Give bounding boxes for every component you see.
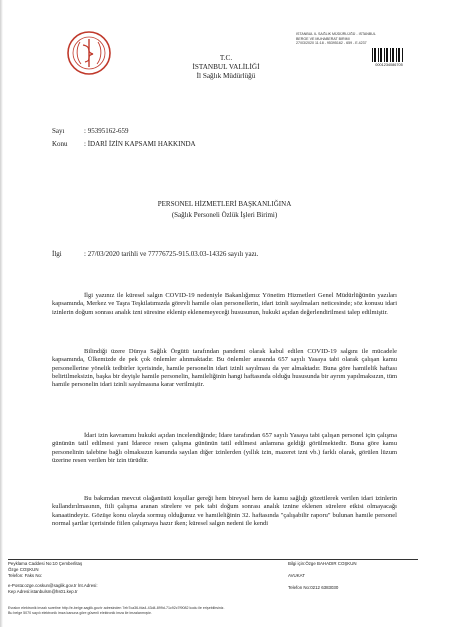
body-paragraph-4: Bu bakımdan mevcut olağanüstü koşullar gereği hem bireysel hem de kamu sağlığı gözetilerek verilen idari izinlerin kullandırılmasının, fiili çalışma aranan sürelere ve pek tabi doğum sonrası analık iznine eklenen sürelere etkisi olmayacağı kanaatindeyiz. Gözüşe konu olayda sormuş olduğunuz ve hamileliğinin 32. haftasında "çalışabilir raporu" bulunan hamile personel normal şartlar içerisinde fiilen çalışmaya hazır iken; küresel salgın nedeni ile kendi (52, 495, 397, 527)
footer-note-signature: Bu belge 5070 sayılı elektronik imza kanuna göre güvenli elektronik imza ile imzalanmıştır. (8, 610, 152, 615)
footer-divider (8, 559, 418, 560)
konu-row (52, 140, 196, 149)
barcode (372, 48, 404, 62)
footer-phone: Telefon: Faks No: (8, 573, 43, 578)
ministry-logo-icon (66, 30, 112, 76)
recipient-subtitle: (Sağlık Personeli Özlük İşleri Birimi) (171, 211, 278, 219)
stamp-line: 27/03/2020 11:18 - 95395162 - 659 - E.4237 (296, 41, 367, 46)
sayi-value: : 95395162-659 (84, 127, 129, 135)
footer-info-title: AVUKAT (288, 573, 305, 578)
letterhead (140, 54, 312, 81)
body-paragraph-2: Bilindiği üzere Dünya Sağlık Örgütü tarafından pandemi olarak kabul edilen COVID-19 salgını ile mücadele kapsamında, Ülkemizde de pek çok önlemler alınmaktadır. Bu önlemler arasında 657 sayılı Yasaya tabi olarak çalışan kamu personellerine yönelik tedbirler içerisinde, hamile personelin idari izinli sayılması da yer almaktadır. Buna göre hamilelik haftası belirtilmeksizin, başka bir deyişle hamile personelin, hamileliğinin hangi haftasında olduğu hususunda bir ayrım yapılmaksızın, tüm hamile personelin idari izinli sayılmasına karar verilmiştir. (52, 348, 397, 389)
footer-info-phone: Telefon No:0212 6383030 (288, 585, 339, 590)
footer-contact-name: Özge COŞKUN (8, 567, 39, 572)
footer-right (288, 561, 357, 591)
letterhead-tc: T.C. (219, 54, 233, 62)
footer-kep: Kep Adresi:istanbulsm@hs01.kep.tr (8, 589, 78, 594)
footer-notes (8, 606, 428, 615)
ilgi-value: : 27/03/2020 tarihli ve 77776725-915.03.03-14326 sayılı yazı. (84, 250, 259, 258)
footer-note-verification: Evrakın elektronik imzalı suretine http://e-belge.saglik.gov.tr adresinden 7eb7ca36-fda4-43d4-899d-71c92c7f9082 kodu ile erişebilirsiniz. (8, 606, 225, 610)
footer-left (8, 561, 98, 595)
barcode-number: 0001234086705 (375, 63, 403, 67)
letterhead-mudurluk: İl Sağlık Müdürlüğü (196, 72, 256, 80)
footer-email: e-Posta:ozge.coskun@saglik.gov.tr İnt.Adresi: (8, 583, 98, 588)
registry-stamp (296, 32, 406, 46)
page-shadow-edge (0, 0, 3, 627)
sayi-label: Sayı (52, 127, 65, 135)
footer-info-contact: Bilgi için:Özge BAHADIR COŞKUN (288, 561, 357, 566)
letterhead-valilik: İSTANBUL VALİLİĞİ (192, 63, 260, 71)
recipient-title: PERSONEL HİZMETLERİ BAŞKANLIĞINA (157, 200, 292, 208)
ilgi-label: İlgi (52, 250, 62, 258)
sayi-row (52, 127, 129, 136)
body-paragraph-3: İdari izin kavramını hukuki açıdan incelendiğinde; İdare tarafından 657 sayılı Yasaya tabi çalışan personel için çalışma gününün tatil edilmesi yani İdarece resen çalışma gününün tatil edilmesi anlamına geldiği görülmektedir. Buna göre kamu personelinin talebine bağlı olmaksızın kanunda sayılan diğer izinlerden (yıllık izin, mazeret izni vb.) farklı olarak, görülen lüzum üzerine resen verilen bir izin türüdür. (52, 432, 397, 464)
konu-label: Konu (52, 140, 68, 148)
stamp-line: İSTANBUL İL SAĞLIK MÜDÜRLÜĞÜ - İSTANBUL (296, 32, 376, 36)
stamp-line: BERGE VE MUHABERAT BİRİMİ (296, 36, 350, 41)
ilgi-row (52, 250, 258, 258)
body-paragraph-1: İlgi yazınız ile küresel salgın COVID-19 nedeniyle Bakanlığımız Yönetim Hizmetleri Genel Müdürlüğünün yazıları kapsamında, Merkez ve Taşra Teşkilatımızda görevli hamile olan personellerin, idari izinli sayılmaları neticesinde; söz konusu idari izinlerin doğum sonrası analık izni süresine eklenip eklenemeyeceği hususunun, hukuki açıdan değerlendirilmesi talep edilmiştir. (52, 292, 397, 316)
konu-value: : İDARİ İZİN KAPSAMI HAKKINDA (84, 140, 196, 148)
footer-address: Peyklama Caddesi No:10 Çemberlitaş (8, 561, 83, 566)
